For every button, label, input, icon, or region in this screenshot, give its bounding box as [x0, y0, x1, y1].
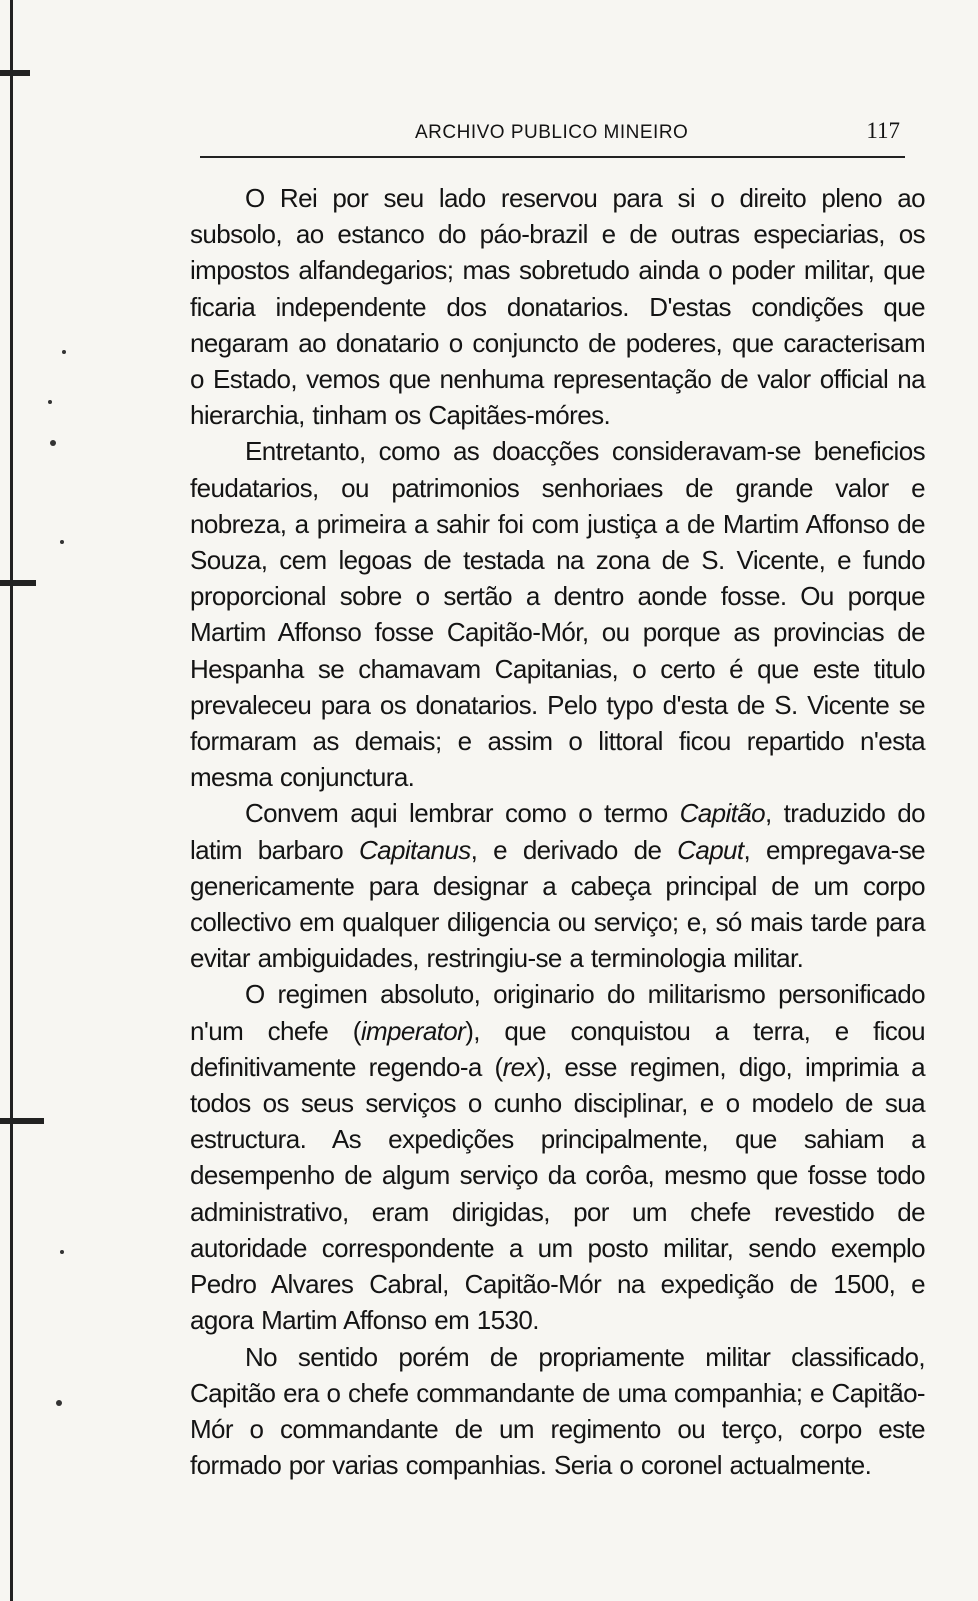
page-speck: [50, 440, 56, 446]
paragraph-text: , traduzido do latim barbaro: [190, 798, 925, 865]
paragraph-text: , empregava-se genericamente para designar a cabeça principal de um corpo collectivo em qualquer diligencia ou serviço; e, só mais tarde para evitar ambiguidades, restringiu-se a terminologia militar.: [190, 834, 925, 974]
paragraph: [190, 976, 925, 1338]
page-speck: [60, 540, 64, 544]
paragraph-text: Convem aqui lembrar como o termo: [245, 798, 680, 829]
paragraph-text: O regimen absoluto, originario do militarismo personificado n'um chefe (: [190, 979, 925, 1046]
italic-term: Caput: [677, 834, 744, 865]
page-speck: [56, 1400, 62, 1406]
paragraph: [190, 433, 925, 795]
italic-term: Capitão: [679, 798, 766, 829]
header-rule: [200, 156, 905, 158]
binding-mark: [0, 580, 36, 586]
page-number: 117: [866, 118, 900, 143]
paragraph: [190, 1339, 925, 1484]
running-head: ARCHIVO PUBLICO MINEIRO: [415, 122, 689, 143]
binding-mark: [0, 1118, 44, 1124]
paragraph: [190, 795, 925, 976]
page-speck: [62, 350, 66, 354]
paragraph-text: ), que conquistou a terra, e ficou definitivamente regendo-a (: [190, 1015, 925, 1082]
paragraph-text: Entretanto, como as doacções consideravam-se beneficios feudatarios, ou patrimonios senhoriaes de grande valor e nobreza, a primeira a sahir foi com justiça a de Martim Affonso de Souza, cem legoas de testada na zona de S. Vicente, e fundo proporcional sobre o sertão a dentro aonde fosse. Ou porque Martim Affonso fosse Capitão-Mór, ou porque as provincias de Hespanha se chamavam Capitanias, o certo é que este titulo prevaleceu para os donatarios. Pelo typo d'esta de S. Vicente se formaram as demais; e assim o littoral ficou repartido n'esta mesma conjunctura.: [190, 436, 925, 793]
page-speck: [48, 400, 52, 404]
italic-term: imperator: [360, 1015, 466, 1046]
page-header: [190, 112, 925, 152]
paragraph-text: O Rei por seu lado reservou para si o direito pleno ao subsolo, ao estanco do páo-brazil e de outras especiarias, os impostos alfandegarios; mas sobretudo ainda o poder militar, que ficaria independente dos donatarios. D'estas condições que negaram ao donatario o conjuncto de poderes, que caracterisam o Estado, vemos que nenhuma representação de valor official na hierarchia, tinham os Capitães-móres.: [190, 183, 925, 431]
paragraph-text: ), esse regimen, digo, imprimia a todos os seus serviços o cunho disciplinar, e o modelo de sua estructura. As expedições principalmente, que sahiam a desempenho de algum serviço da corôa, mesmo que fosse todo administrativo, eram dirigidas, por um chefe revestido de autoridade correspondente a um posto militar, sendo exemplo Pedro Alvares Cabral, Capitão-Mór na expedição de 1500, e agora Martim Affonso em 1530.: [190, 1051, 925, 1336]
italic-term: rex: [502, 1051, 537, 1082]
italic-term: Capitanus: [358, 834, 471, 865]
binding-mark: [0, 70, 30, 76]
page-speck: [60, 1250, 64, 1254]
paragraph-text: No sentido porém de propriamente militar classificado, Capitão era o chefe commandante de uma companhia; e Capitão-Mór o commandante de um regimento ou terço, corpo este formado por varias companhias. Seria o coronel actualmente.: [190, 1341, 925, 1481]
page-binding-edge: [10, 0, 13, 1601]
document-page: [190, 112, 925, 1483]
paragraph-text: , e derivado de: [470, 834, 678, 865]
paragraph: [190, 180, 925, 433]
body-text: [190, 180, 925, 1483]
